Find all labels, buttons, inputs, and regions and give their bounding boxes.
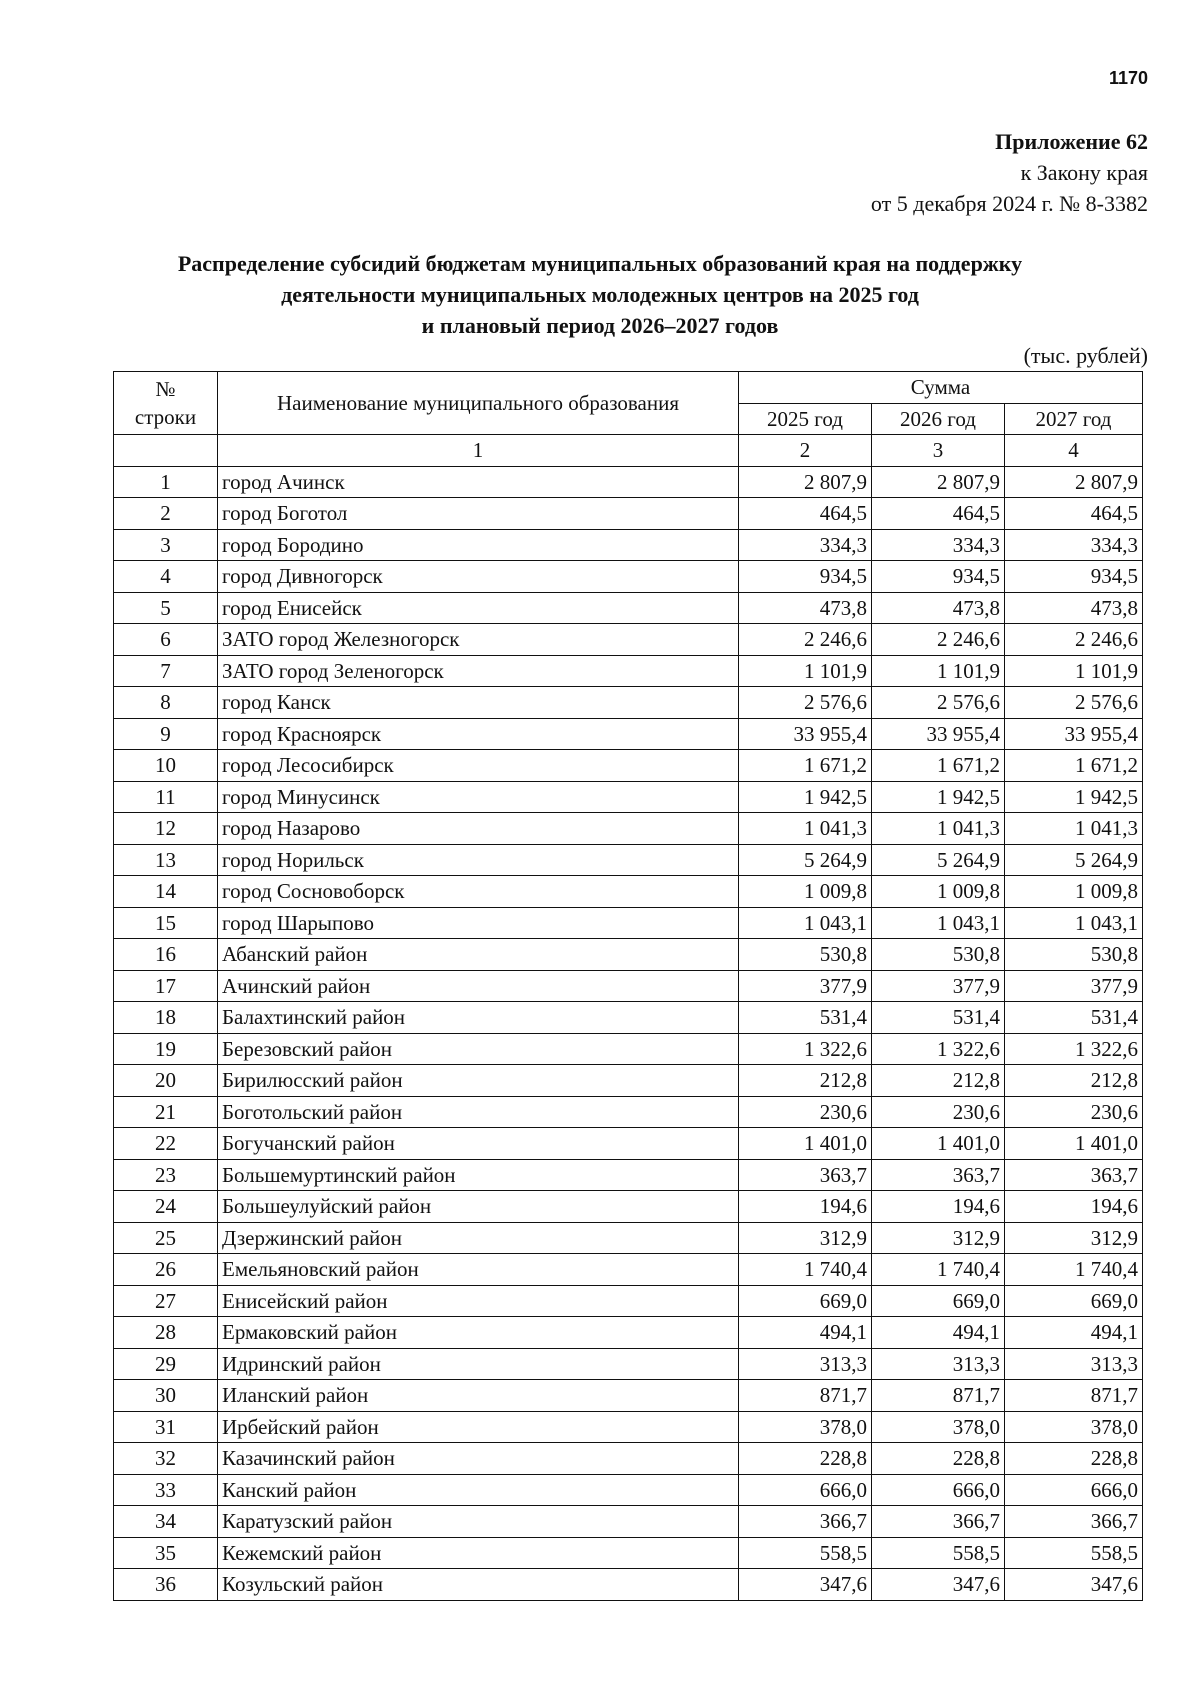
- amount-2026-cell: 1 401,0: [872, 1128, 1005, 1160]
- amount-2027-cell: 1 041,3: [1005, 813, 1143, 845]
- row-number-cell: 16: [114, 939, 218, 971]
- row-number-cell: 1: [114, 466, 218, 498]
- amount-2026-cell: 1 101,9: [872, 655, 1005, 687]
- amount-2026-cell: 347,6: [872, 1569, 1005, 1601]
- amount-2026-cell: 377,9: [872, 970, 1005, 1002]
- amount-2025-cell: 334,3: [739, 529, 872, 561]
- municipality-name-cell: город Сосновоборск: [218, 876, 739, 908]
- row-number-cell: 22: [114, 1128, 218, 1160]
- amount-2025-cell: 194,6: [739, 1191, 872, 1223]
- row-number-cell: 23: [114, 1159, 218, 1191]
- amount-2025-cell: 313,3: [739, 1348, 872, 1380]
- amount-2025-cell: 312,9: [739, 1222, 872, 1254]
- municipality-name-cell: Бирилюсский район: [218, 1065, 739, 1097]
- municipality-name-cell: ЗАТО город Железногорск: [218, 624, 739, 656]
- amount-2025-cell: 494,1: [739, 1317, 872, 1349]
- amount-2026-cell: 5 264,9: [872, 844, 1005, 876]
- subsidy-table: [113, 371, 1143, 1601]
- table-header-row: [114, 372, 1143, 404]
- amount-2026-cell: 2 576,6: [872, 687, 1005, 719]
- header-sum: Сумма: [739, 372, 1143, 404]
- amount-2027-cell: 228,8: [1005, 1443, 1143, 1475]
- table-row: [114, 592, 1143, 624]
- table-row: [114, 1285, 1143, 1317]
- table-row: [114, 561, 1143, 593]
- municipality-name-cell: Большеулуйский район: [218, 1191, 739, 1223]
- amount-2027-cell: 558,5: [1005, 1537, 1143, 1569]
- header-row-number: [114, 372, 218, 435]
- table-row: [114, 970, 1143, 1002]
- row-number-cell: 29: [114, 1348, 218, 1380]
- municipality-name-cell: Боготольский район: [218, 1096, 739, 1128]
- amount-2025-cell: 530,8: [739, 939, 872, 971]
- amount-2026-cell: 464,5: [872, 498, 1005, 530]
- municipality-name-cell: город Минусинск: [218, 781, 739, 813]
- column-number-4: 4: [1005, 435, 1143, 467]
- table-row: [114, 1506, 1143, 1538]
- amount-2027-cell: 1 740,4: [1005, 1254, 1143, 1286]
- row-number-cell: 19: [114, 1033, 218, 1065]
- table-row: [114, 655, 1143, 687]
- column-numbers-row: [114, 435, 1143, 467]
- title-line-2: деятельности муниципальных молодежных центров на 2025 год: [281, 282, 919, 307]
- amount-2026-cell: 1 322,6: [872, 1033, 1005, 1065]
- amount-2026-cell: 194,6: [872, 1191, 1005, 1223]
- amount-2026-cell: 669,0: [872, 1285, 1005, 1317]
- amount-2025-cell: 1 401,0: [739, 1128, 872, 1160]
- amount-2025-cell: 464,5: [739, 498, 872, 530]
- amount-2027-cell: 33 955,4: [1005, 718, 1143, 750]
- table-row: [114, 1128, 1143, 1160]
- amount-2026-cell: 1 671,2: [872, 750, 1005, 782]
- amount-2025-cell: 1 942,5: [739, 781, 872, 813]
- amount-2025-cell: 1 322,6: [739, 1033, 872, 1065]
- amount-2026-cell: 934,5: [872, 561, 1005, 593]
- municipality-name-cell: город Дивногорск: [218, 561, 739, 593]
- amount-2027-cell: 378,0: [1005, 1411, 1143, 1443]
- header-year-2025: 2025 год: [739, 403, 872, 435]
- municipality-name-cell: Березовский район: [218, 1033, 739, 1065]
- amount-2026-cell: 666,0: [872, 1474, 1005, 1506]
- table-row: [114, 781, 1143, 813]
- column-number-1: 1: [218, 435, 739, 467]
- table-row: [114, 876, 1143, 908]
- row-number-cell: 26: [114, 1254, 218, 1286]
- header-num-label: строки: [134, 405, 197, 429]
- table-row: [114, 1222, 1143, 1254]
- amount-2027-cell: 1 101,9: [1005, 655, 1143, 687]
- row-number-cell: 9: [114, 718, 218, 750]
- amount-2026-cell: 2 246,6: [872, 624, 1005, 656]
- table-row: [114, 624, 1143, 656]
- amount-2026-cell: 228,8: [872, 1443, 1005, 1475]
- municipality-name-cell: Енисейский район: [218, 1285, 739, 1317]
- amount-2027-cell: 5 264,9: [1005, 844, 1143, 876]
- table-row: [114, 939, 1143, 971]
- municipality-name-cell: ЗАТО город Зеленогорск: [218, 655, 739, 687]
- row-number-cell: 28: [114, 1317, 218, 1349]
- municipality-name-cell: Козульский район: [218, 1569, 739, 1601]
- table-row: [114, 529, 1143, 561]
- amount-2025-cell: 1 671,2: [739, 750, 872, 782]
- amount-2026-cell: 363,7: [872, 1159, 1005, 1191]
- municipality-name-cell: город Ачинск: [218, 466, 739, 498]
- row-number-cell: 10: [114, 750, 218, 782]
- amount-2025-cell: 230,6: [739, 1096, 872, 1128]
- amount-2025-cell: 1 101,9: [739, 655, 872, 687]
- row-number-cell: 15: [114, 907, 218, 939]
- table-row: [114, 1033, 1143, 1065]
- amount-2026-cell: 1 740,4: [872, 1254, 1005, 1286]
- amount-2025-cell: 558,5: [739, 1537, 872, 1569]
- row-number-cell: 30: [114, 1380, 218, 1412]
- page-number: 1170: [1108, 68, 1148, 88]
- municipality-name-cell: Идринский район: [218, 1348, 739, 1380]
- amount-2025-cell: 1 043,1: [739, 907, 872, 939]
- amount-2027-cell: 2 246,6: [1005, 624, 1143, 656]
- amount-2026-cell: 530,8: [872, 939, 1005, 971]
- amount-2027-cell: 312,9: [1005, 1222, 1143, 1254]
- row-number-cell: 24: [114, 1191, 218, 1223]
- amount-2025-cell: 1 041,3: [739, 813, 872, 845]
- municipality-name-cell: Казачинский район: [218, 1443, 739, 1475]
- municipality-name-cell: Кежемский район: [218, 1537, 739, 1569]
- amount-2025-cell: 33 955,4: [739, 718, 872, 750]
- row-number-cell: 31: [114, 1411, 218, 1443]
- municipality-name-cell: город Норильск: [218, 844, 739, 876]
- amount-2026-cell: 1 043,1: [872, 907, 1005, 939]
- row-number-cell: 3: [114, 529, 218, 561]
- amount-2027-cell: 1 322,6: [1005, 1033, 1143, 1065]
- amount-2025-cell: 666,0: [739, 1474, 872, 1506]
- amount-2027-cell: 464,5: [1005, 498, 1143, 530]
- table-row: [114, 1159, 1143, 1191]
- amount-2025-cell: 669,0: [739, 1285, 872, 1317]
- row-number-cell: 12: [114, 813, 218, 845]
- municipality-name-cell: город Назарово: [218, 813, 739, 845]
- amount-2025-cell: 2 576,6: [739, 687, 872, 719]
- amount-2027-cell: 531,4: [1005, 1002, 1143, 1034]
- municipality-name-cell: Дзержинский район: [218, 1222, 739, 1254]
- table-row: [114, 1065, 1143, 1097]
- row-number-cell: 20: [114, 1065, 218, 1097]
- municipality-name-cell: город Енисейск: [218, 592, 739, 624]
- row-number-cell: 7: [114, 655, 218, 687]
- appendix-date: от 5 декабря 2024 г. № 8-3382: [870, 191, 1148, 216]
- municipality-name-cell: Большемуртинский район: [218, 1159, 739, 1191]
- amount-2025-cell: 531,4: [739, 1002, 872, 1034]
- amount-2026-cell: 1 009,8: [872, 876, 1005, 908]
- amount-2027-cell: 2 807,9: [1005, 466, 1143, 498]
- amount-2027-cell: 1 942,5: [1005, 781, 1143, 813]
- amount-2026-cell: 494,1: [872, 1317, 1005, 1349]
- municipality-name-cell: город Лесосибирск: [218, 750, 739, 782]
- row-number-cell: 11: [114, 781, 218, 813]
- amount-2025-cell: 228,8: [739, 1443, 872, 1475]
- row-number-cell: 6: [114, 624, 218, 656]
- municipality-name-cell: город Шарыпово: [218, 907, 739, 939]
- amount-2025-cell: 363,7: [739, 1159, 872, 1191]
- header-num-symbol: №: [155, 377, 176, 401]
- amount-2026-cell: 1 942,5: [872, 781, 1005, 813]
- header-year-2027: 2027 год: [1005, 403, 1143, 435]
- amount-2025-cell: 473,8: [739, 592, 872, 624]
- amount-2027-cell: 669,0: [1005, 1285, 1143, 1317]
- table-row: [114, 1191, 1143, 1223]
- table-row: [114, 466, 1143, 498]
- amount-2027-cell: 313,3: [1005, 1348, 1143, 1380]
- amount-2027-cell: 494,1: [1005, 1317, 1143, 1349]
- row-number-cell: 33: [114, 1474, 218, 1506]
- row-number-cell: 13: [114, 844, 218, 876]
- amount-2025-cell: 347,6: [739, 1569, 872, 1601]
- row-number-cell: 2: [114, 498, 218, 530]
- table-row: [114, 1348, 1143, 1380]
- appendix-block: [871, 126, 1148, 219]
- row-number-cell: 8: [114, 687, 218, 719]
- amount-2026-cell: 558,5: [872, 1537, 1005, 1569]
- row-number-cell: 4: [114, 561, 218, 593]
- municipality-name-cell: Емельяновский район: [218, 1254, 739, 1286]
- table-row: [114, 1096, 1143, 1128]
- table-row: [114, 813, 1143, 845]
- amount-2025-cell: 377,9: [739, 970, 872, 1002]
- amount-2027-cell: 1 009,8: [1005, 876, 1143, 908]
- amount-2026-cell: 212,8: [872, 1065, 1005, 1097]
- appendix-title: Приложение 62: [995, 129, 1148, 154]
- table-row: [114, 1569, 1143, 1601]
- title-line-3: и плановый период 2026–2027 годов: [421, 313, 779, 338]
- amount-2026-cell: 313,3: [872, 1348, 1005, 1380]
- municipality-name-cell: Канский район: [218, 1474, 739, 1506]
- amount-2026-cell: 871,7: [872, 1380, 1005, 1412]
- amount-2026-cell: 2 807,9: [872, 466, 1005, 498]
- amount-2027-cell: 1 043,1: [1005, 907, 1143, 939]
- amount-2025-cell: 366,7: [739, 1506, 872, 1538]
- row-number-cell: 17: [114, 970, 218, 1002]
- amount-2026-cell: 230,6: [872, 1096, 1005, 1128]
- table-row: [114, 844, 1143, 876]
- amount-2026-cell: 334,3: [872, 529, 1005, 561]
- table-row: [114, 1380, 1143, 1412]
- amount-2027-cell: 212,8: [1005, 1065, 1143, 1097]
- column-number-empty: [114, 435, 218, 467]
- amount-2025-cell: 934,5: [739, 561, 872, 593]
- amount-2025-cell: 2 246,6: [739, 624, 872, 656]
- row-number-cell: 36: [114, 1569, 218, 1601]
- amount-2026-cell: 1 041,3: [872, 813, 1005, 845]
- amount-2027-cell: 1 671,2: [1005, 750, 1143, 782]
- row-number-cell: 25: [114, 1222, 218, 1254]
- row-number-cell: 5: [114, 592, 218, 624]
- amount-2027-cell: 230,6: [1005, 1096, 1143, 1128]
- amount-2027-cell: 1 401,0: [1005, 1128, 1143, 1160]
- amount-2026-cell: 531,4: [872, 1002, 1005, 1034]
- table-row: [114, 1443, 1143, 1475]
- table-row: [114, 907, 1143, 939]
- municipality-name-cell: Богучанский район: [218, 1128, 739, 1160]
- amount-2027-cell: 934,5: [1005, 561, 1143, 593]
- amount-2026-cell: 33 955,4: [872, 718, 1005, 750]
- municipality-name-cell: город Боготол: [218, 498, 739, 530]
- title-line-1: Распределение субсидий бюджетам муниципальных образований края на поддержку: [177, 251, 1023, 276]
- amount-2027-cell: 194,6: [1005, 1191, 1143, 1223]
- amount-2025-cell: 1 740,4: [739, 1254, 872, 1286]
- table-row: [114, 1474, 1143, 1506]
- table-row: [114, 718, 1143, 750]
- row-number-cell: 35: [114, 1537, 218, 1569]
- amount-2025-cell: 1 009,8: [739, 876, 872, 908]
- table-body: [114, 466, 1143, 1600]
- amount-2027-cell: 363,7: [1005, 1159, 1143, 1191]
- amount-2025-cell: 212,8: [739, 1065, 872, 1097]
- table-row: [114, 687, 1143, 719]
- municipality-name-cell: город Канск: [218, 687, 739, 719]
- appendix-law: к Закону края: [1020, 160, 1148, 185]
- amount-2026-cell: 366,7: [872, 1506, 1005, 1538]
- row-number-cell: 27: [114, 1285, 218, 1317]
- table-row: [114, 1537, 1143, 1569]
- municipality-name-cell: Ачинский район: [218, 970, 739, 1002]
- amount-2027-cell: 2 576,6: [1005, 687, 1143, 719]
- header-name: Наименование муниципального образования: [218, 372, 739, 435]
- amount-2027-cell: 530,8: [1005, 939, 1143, 971]
- municipality-name-cell: Каратузский район: [218, 1506, 739, 1538]
- row-number-cell: 18: [114, 1002, 218, 1034]
- amount-2025-cell: 871,7: [739, 1380, 872, 1412]
- column-number-2: 2: [739, 435, 872, 467]
- municipality-name-cell: Абанский район: [218, 939, 739, 971]
- amount-2025-cell: 2 807,9: [739, 466, 872, 498]
- table-row: [114, 1002, 1143, 1034]
- table-row: [114, 1254, 1143, 1286]
- amount-2026-cell: 473,8: [872, 592, 1005, 624]
- municipality-name-cell: город Бородино: [218, 529, 739, 561]
- amount-2026-cell: 312,9: [872, 1222, 1005, 1254]
- table-row: [114, 498, 1143, 530]
- amount-2027-cell: 334,3: [1005, 529, 1143, 561]
- municipality-name-cell: Балахтинский район: [218, 1002, 739, 1034]
- column-number-3: 3: [872, 435, 1005, 467]
- amount-2027-cell: 366,7: [1005, 1506, 1143, 1538]
- municipality-name-cell: город Красноярск: [218, 718, 739, 750]
- amount-2025-cell: 5 264,9: [739, 844, 872, 876]
- municipality-name-cell: Ермаковский район: [218, 1317, 739, 1349]
- amount-2027-cell: 666,0: [1005, 1474, 1143, 1506]
- row-number-cell: 34: [114, 1506, 218, 1538]
- municipality-name-cell: Иланский район: [218, 1380, 739, 1412]
- amount-2025-cell: 378,0: [739, 1411, 872, 1443]
- row-number-cell: 21: [114, 1096, 218, 1128]
- table-row: [114, 1411, 1143, 1443]
- municipality-name-cell: Ирбейский район: [218, 1411, 739, 1443]
- row-number-cell: 32: [114, 1443, 218, 1475]
- amount-2026-cell: 378,0: [872, 1411, 1005, 1443]
- document-title: [100, 248, 1100, 341]
- row-number-cell: 14: [114, 876, 218, 908]
- amount-2027-cell: 377,9: [1005, 970, 1143, 1002]
- table-row: [114, 750, 1143, 782]
- table-row: [114, 1317, 1143, 1349]
- amount-2027-cell: 473,8: [1005, 592, 1143, 624]
- amount-2027-cell: 347,6: [1005, 1569, 1143, 1601]
- header-year-2026: 2026 год: [872, 403, 1005, 435]
- units-label: (тыс. рублей): [1023, 343, 1148, 368]
- amount-2027-cell: 871,7: [1005, 1380, 1143, 1412]
